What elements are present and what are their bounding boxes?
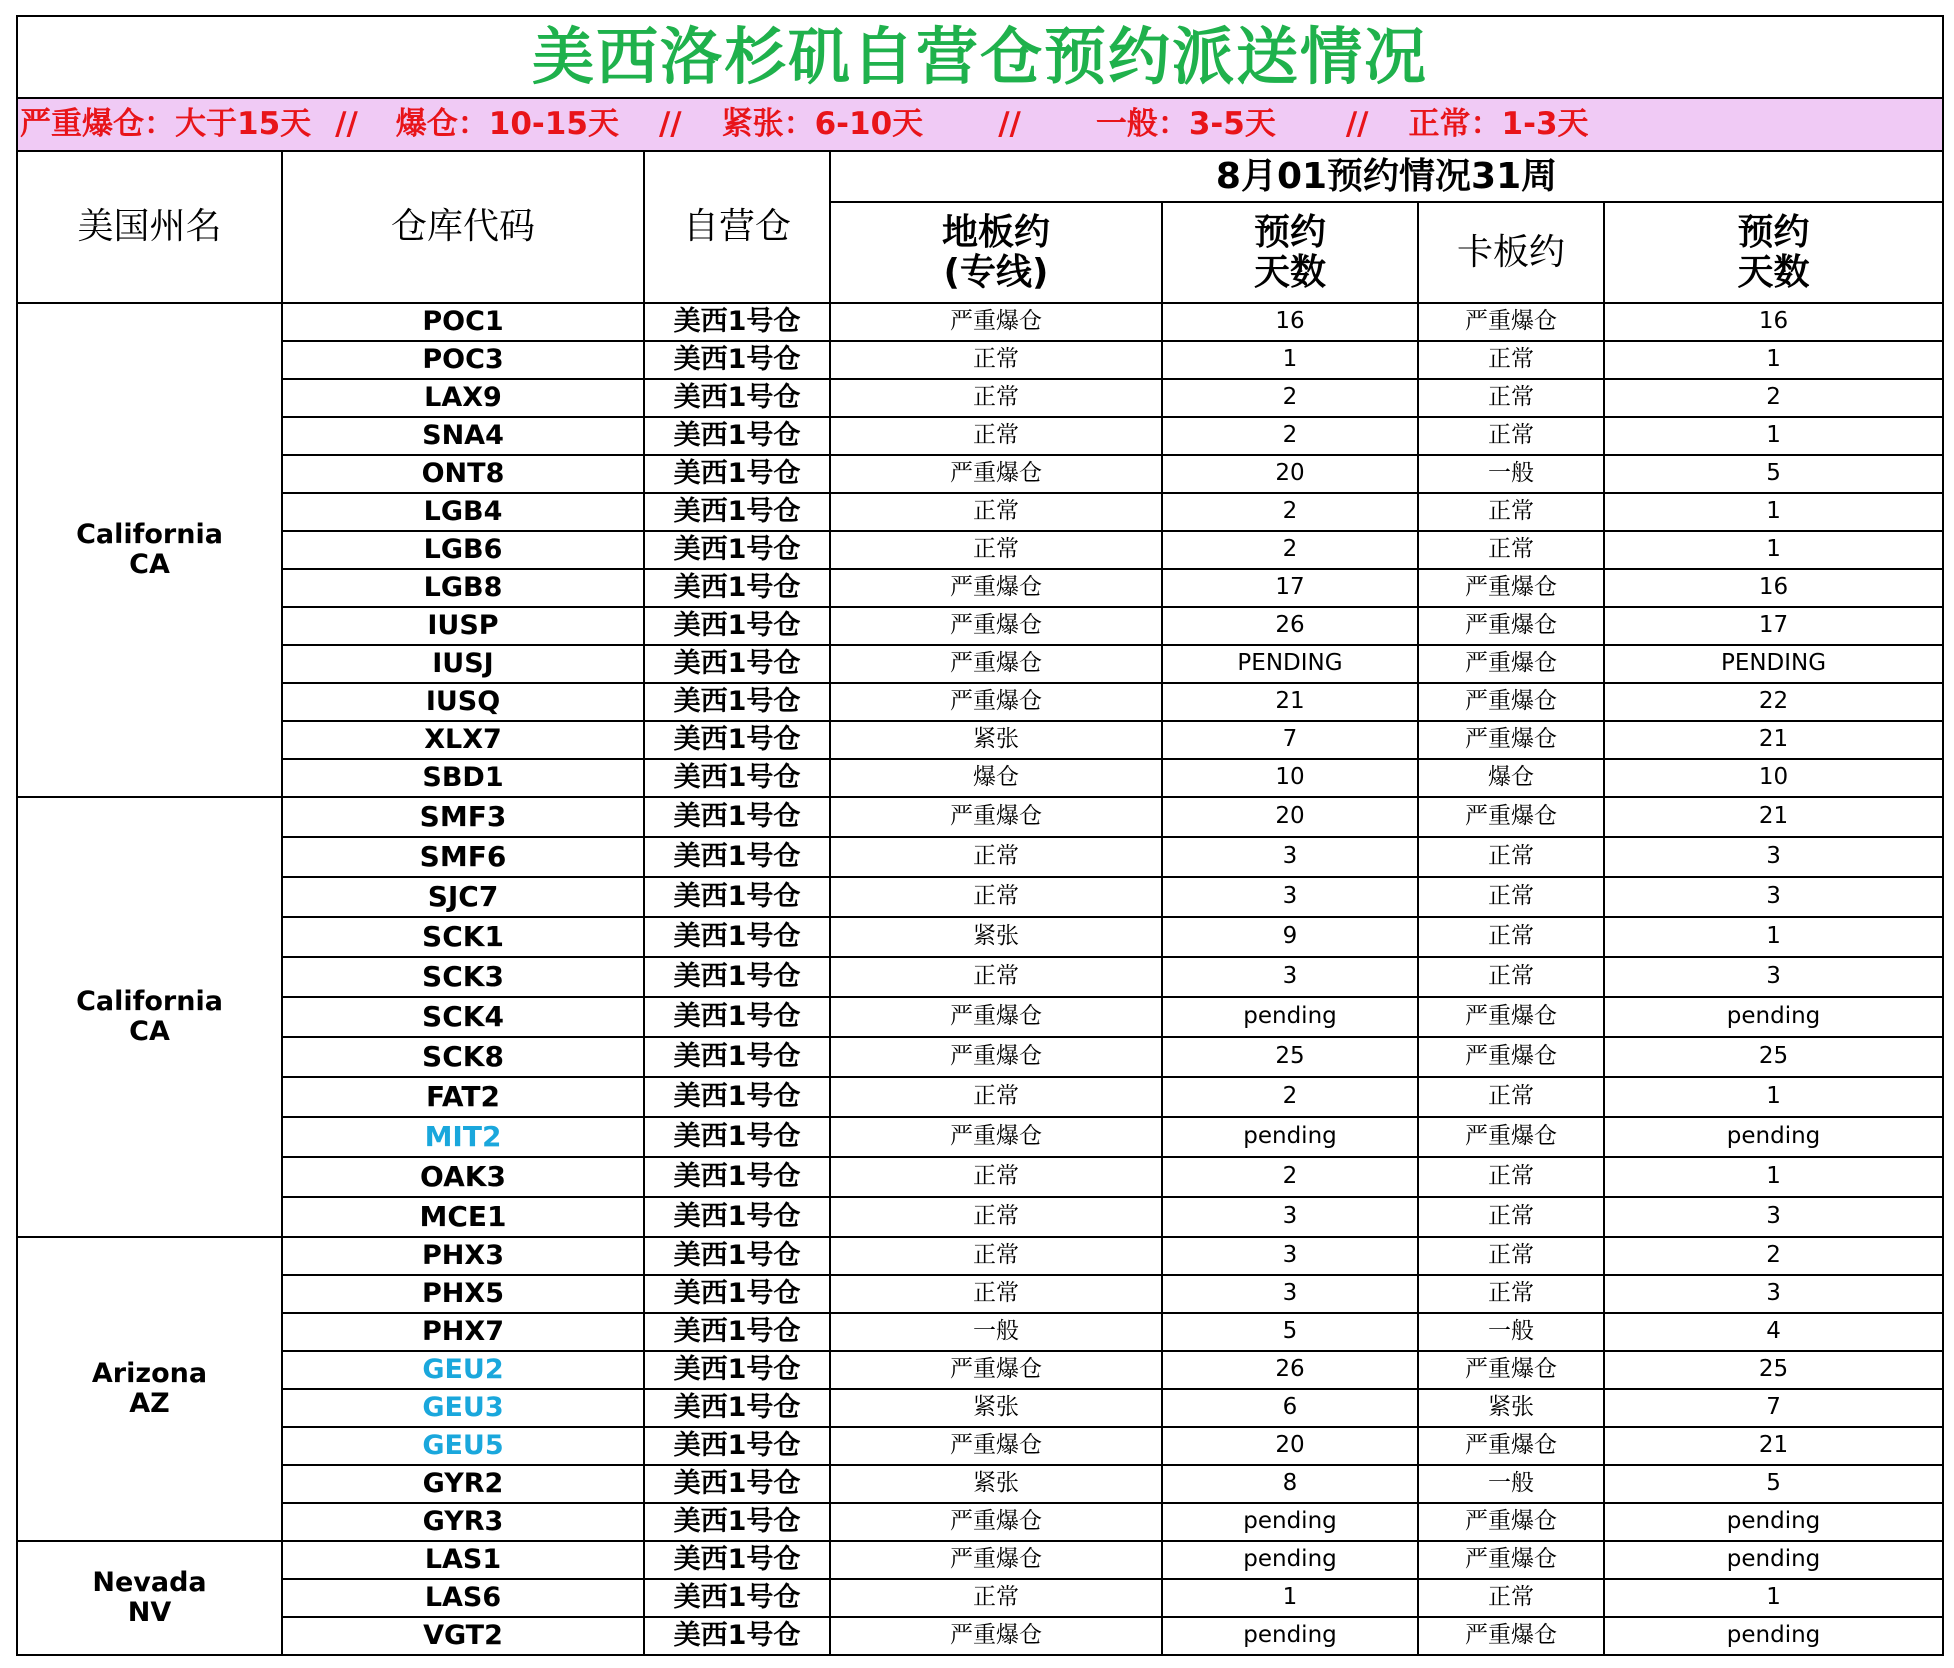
floor-status-cell[interactable]: 严重爆仓 <box>830 607 1162 645</box>
floor-status-cell[interactable]: 严重爆仓 <box>830 1503 1162 1541</box>
floor-status-cell[interactable]: 严重爆仓 <box>830 1541 1162 1579</box>
table-row <box>17 1275 1943 1313</box>
floor-days-cell[interactable]: 8 <box>1162 1465 1418 1503</box>
floor-days-cell[interactable]: PENDING <box>1162 645 1418 683</box>
floor-days-cell[interactable]: 1 <box>1162 1579 1418 1617</box>
pallet-days-cell[interactable]: pending <box>1604 1617 1943 1655</box>
state-abbr: CA <box>129 1016 170 1047</box>
floor-days-cell[interactable]: 2 <box>1162 417 1418 455</box>
warehouse-cell[interactable]: 美西1号仓 <box>644 379 830 417</box>
floor-status-cell[interactable]: 正常 <box>830 1275 1162 1313</box>
header-floor-line2: (专线) <box>943 251 1049 293</box>
legend-item: 爆仓：10-15天 <box>395 106 619 143</box>
floor-status-cell[interactable]: 正常 <box>830 1237 1162 1275</box>
warehouse-code-cell[interactable]: SCK8 <box>282 1037 644 1077</box>
floor-status-cell[interactable]: 严重爆仓 <box>830 645 1162 683</box>
pallet-status-cell[interactable]: 一般 <box>1418 1465 1604 1503</box>
pallet-days-cell[interactable]: 1 <box>1604 417 1943 455</box>
warehouse-cell[interactable]: 美西1号仓 <box>644 1617 830 1655</box>
state-cell[interactable] <box>17 303 282 797</box>
floor-days-cell[interactable]: 2 <box>1162 379 1418 417</box>
warehouse-cell[interactable]: 美西1号仓 <box>644 877 830 917</box>
floor-status-cell[interactable]: 正常 <box>830 1077 1162 1117</box>
pallet-days-cell[interactable]: 16 <box>1604 569 1943 607</box>
table-row <box>17 957 1943 997</box>
floor-status-cell[interactable]: 正常 <box>830 837 1162 877</box>
pallet-days-cell[interactable]: 1 <box>1604 341 1943 379</box>
pallet-status-cell[interactable]: 正常 <box>1418 1077 1604 1117</box>
pallet-days-cell[interactable]: 25 <box>1604 1351 1943 1389</box>
floor-days-cell[interactable]: 20 <box>1162 455 1418 493</box>
pallet-days-cell[interactable]: 21 <box>1604 797 1943 837</box>
pallet-status-cell[interactable]: 严重爆仓 <box>1418 1351 1604 1389</box>
floor-status-cell[interactable]: 严重爆仓 <box>830 997 1162 1037</box>
floor-days-cell[interactable]: 25 <box>1162 1037 1418 1077</box>
header-warehouse[interactable]: 自营仓 <box>644 151 830 303</box>
warehouse-code-cell[interactable]: LAS6 <box>282 1579 644 1617</box>
pallet-status-cell[interactable]: 正常 <box>1418 1275 1604 1313</box>
warehouse-cell[interactable]: 美西1号仓 <box>644 957 830 997</box>
pallet-days-cell[interactable]: 1 <box>1604 531 1943 569</box>
warehouse-code-cell[interactable]: XLX7 <box>282 721 644 759</box>
header-days-pallet[interactable] <box>1604 202 1943 303</box>
floor-status-cell[interactable]: 严重爆仓 <box>830 797 1162 837</box>
pallet-days-cell[interactable]: 17 <box>1604 607 1943 645</box>
state-abbr: CA <box>129 549 170 580</box>
state-name: Arizona <box>91 1358 208 1390</box>
table-row <box>17 797 1943 837</box>
floor-status-cell[interactable]: 正常 <box>830 1579 1162 1617</box>
warehouse-cell[interactable]: 美西1号仓 <box>644 493 830 531</box>
warehouse-code-cell[interactable]: IUSJ <box>282 645 644 683</box>
legend-item: 正常：1-3天 <box>1408 106 1589 143</box>
table-row <box>17 759 1943 797</box>
warehouse-cell[interactable]: 美西1号仓 <box>644 607 830 645</box>
floor-status-cell[interactable]: 紧张 <box>830 1465 1162 1503</box>
floor-status-cell[interactable]: 严重爆仓 <box>830 1351 1162 1389</box>
pallet-status-cell[interactable]: 严重爆仓 <box>1418 721 1604 759</box>
warehouse-cell[interactable]: 美西1号仓 <box>644 455 830 493</box>
warehouse-cell[interactable]: 美西1号仓 <box>644 997 830 1037</box>
warehouse-cell[interactable]: 美西1号仓 <box>644 569 830 607</box>
warehouse-code-cell[interactable]: SNA4 <box>282 417 644 455</box>
table-row <box>17 1389 1943 1427</box>
warehouse-code-cell[interactable]: PHX5 <box>282 1275 644 1313</box>
table-row <box>17 1197 1943 1237</box>
floor-days-cell[interactable]: 6 <box>1162 1389 1418 1427</box>
table-row <box>17 607 1943 645</box>
warehouse-cell[interactable]: 美西1号仓 <box>644 645 830 683</box>
legend-separator: // <box>658 106 682 143</box>
floor-status-cell[interactable]: 严重爆仓 <box>830 1617 1162 1655</box>
pallet-days-cell[interactable]: 21 <box>1604 721 1943 759</box>
floor-days-cell[interactable]: 20 <box>1162 1427 1418 1465</box>
legend-separator: // <box>998 106 1021 143</box>
pallet-status-cell[interactable]: 正常 <box>1418 917 1604 957</box>
header-days-floor-line2: 天数 <box>1253 251 1326 293</box>
pallet-days-cell[interactable]: 5 <box>1604 455 1943 493</box>
floor-days-cell[interactable]: 3 <box>1162 1197 1418 1237</box>
floor-status-cell[interactable]: 严重爆仓 <box>830 303 1162 341</box>
pallet-status-cell[interactable]: 正常 <box>1418 531 1604 569</box>
warehouse-cell[interactable]: 美西1号仓 <box>644 1503 830 1541</box>
pallet-status-cell[interactable]: 爆仓 <box>1418 759 1604 797</box>
floor-days-cell[interactable]: 9 <box>1162 917 1418 957</box>
floor-days-cell[interactable]: 2 <box>1162 1077 1418 1117</box>
pallet-status-cell[interactable]: 严重爆仓 <box>1418 797 1604 837</box>
pallet-days-cell[interactable]: 3 <box>1604 957 1943 997</box>
pallet-status-cell[interactable]: 严重爆仓 <box>1418 569 1604 607</box>
header-code[interactable]: 仓库代码 <box>282 151 644 303</box>
warehouse-code-cell[interactable]: GEU3 <box>282 1389 644 1427</box>
warehouse-cell[interactable]: 美西1号仓 <box>644 1541 830 1579</box>
pallet-status-cell[interactable]: 严重爆仓 <box>1418 1037 1604 1077</box>
warehouse-code-cell[interactable]: SCK3 <box>282 957 644 997</box>
header-pallet[interactable]: 卡板约 <box>1418 202 1604 303</box>
table-row <box>17 1465 1943 1503</box>
floor-status-cell[interactable]: 紧张 <box>830 917 1162 957</box>
floor-days-cell[interactable]: pending <box>1162 1541 1418 1579</box>
table-row <box>17 1541 1943 1579</box>
floor-days-cell[interactable]: 1 <box>1162 341 1418 379</box>
pallet-status-cell[interactable]: 严重爆仓 <box>1418 607 1604 645</box>
floor-status-cell[interactable]: 一般 <box>830 1313 1162 1351</box>
warehouse-code-cell[interactable]: PHX7 <box>282 1313 644 1351</box>
pallet-status-cell[interactable]: 严重爆仓 <box>1418 1117 1604 1157</box>
table-row <box>17 379 1943 417</box>
pallet-days-cell[interactable]: pending <box>1604 1503 1943 1541</box>
pallet-days-cell[interactable]: 3 <box>1604 877 1943 917</box>
warehouse-code-cell[interactable]: GEU2 <box>282 1351 644 1389</box>
legend-separator: // <box>335 106 358 143</box>
floor-days-cell[interactable]: 3 <box>1162 837 1418 877</box>
table-row <box>17 1427 1943 1465</box>
warehouse-cell[interactable]: 美西1号仓 <box>644 417 830 455</box>
state-abbr: NV <box>127 1597 172 1628</box>
table-row <box>17 493 1943 531</box>
pallet-status-cell[interactable]: 严重爆仓 <box>1418 1617 1604 1655</box>
floor-days-cell[interactable]: 3 <box>1162 957 1418 997</box>
floor-status-cell[interactable]: 爆仓 <box>830 759 1162 797</box>
warehouse-code-cell[interactable]: LGB6 <box>282 531 644 569</box>
warehouse-code-cell[interactable]: LAS1 <box>282 1541 644 1579</box>
warehouse-code-cell[interactable]: OAK3 <box>282 1157 644 1197</box>
pallet-days-cell[interactable]: 3 <box>1604 837 1943 877</box>
pallet-status-cell[interactable]: 紧张 <box>1418 1389 1604 1427</box>
floor-days-cell[interactable]: pending <box>1162 1617 1418 1655</box>
header-days-pallet-line1: 预约 <box>1737 211 1810 253</box>
warehouse-code-cell[interactable]: MIT2 <box>282 1117 644 1157</box>
pallet-days-cell[interactable]: 25 <box>1604 1037 1943 1077</box>
pallet-status-cell[interactable]: 正常 <box>1418 1157 1604 1197</box>
pallet-days-cell[interactable]: 22 <box>1604 683 1943 721</box>
state-cell[interactable] <box>17 1541 282 1655</box>
state-name: California <box>76 519 223 551</box>
floor-days-cell[interactable]: 2 <box>1162 1157 1418 1197</box>
floor-days-cell[interactable]: 20 <box>1162 797 1418 837</box>
warehouse-code-cell[interactable]: SMF6 <box>282 837 644 877</box>
warehouse-code-cell[interactable]: FAT2 <box>282 1077 644 1117</box>
pallet-status-cell[interactable]: 严重爆仓 <box>1418 303 1604 341</box>
sheet-title[interactable]: 美西洛杉矶自营仓预约派送情况 <box>17 16 1943 98</box>
floor-days-cell[interactable]: 10 <box>1162 759 1418 797</box>
floor-status-cell[interactable]: 正常 <box>830 957 1162 997</box>
warehouse-code-cell[interactable]: GYR2 <box>282 1465 644 1503</box>
pallet-status-cell[interactable]: 正常 <box>1418 341 1604 379</box>
table-row <box>17 837 1943 877</box>
pallet-days-cell[interactable]: 1 <box>1604 1157 1943 1197</box>
pallet-status-cell[interactable]: 正常 <box>1418 417 1604 455</box>
state-name: Nevada <box>92 1567 207 1599</box>
floor-status-cell[interactable]: 正常 <box>830 379 1162 417</box>
pallet-days-cell[interactable]: 1 <box>1604 493 1943 531</box>
warehouse-cell[interactable]: 美西1号仓 <box>644 683 830 721</box>
warehouse-code-cell[interactable]: GEU5 <box>282 1427 644 1465</box>
floor-status-cell[interactable]: 正常 <box>830 1157 1162 1197</box>
warehouse-cell[interactable]: 美西1号仓 <box>644 303 830 341</box>
floor-days-cell[interactable]: 3 <box>1162 877 1418 917</box>
warehouse-code-cell[interactable]: SCK1 <box>282 917 644 957</box>
floor-days-cell[interactable]: 26 <box>1162 1351 1418 1389</box>
warehouse-cell[interactable]: 美西1号仓 <box>644 1427 830 1465</box>
header-days-floor[interactable] <box>1162 202 1418 303</box>
pallet-days-cell[interactable]: 2 <box>1604 379 1943 417</box>
floor-days-cell[interactable]: pending <box>1162 1117 1418 1157</box>
warehouse-cell[interactable]: 美西1号仓 <box>644 1237 830 1275</box>
warehouse-cell[interactable]: 美西1号仓 <box>644 917 830 957</box>
table-row <box>17 1351 1943 1389</box>
warehouse-code-cell[interactable]: SBD1 <box>282 759 644 797</box>
warehouse-code-cell[interactable]: LGB8 <box>282 569 644 607</box>
pallet-status-cell[interactable]: 正常 <box>1418 1579 1604 1617</box>
warehouse-cell[interactable]: 美西1号仓 <box>644 721 830 759</box>
pallet-status-cell[interactable]: 正常 <box>1418 957 1604 997</box>
floor-days-cell[interactable]: pending <box>1162 1503 1418 1541</box>
floor-status-cell[interactable]: 正常 <box>830 341 1162 379</box>
warehouse-code-cell[interactable]: SCK4 <box>282 997 644 1037</box>
table-row <box>17 997 1943 1037</box>
floor-status-cell[interactable]: 正常 <box>830 877 1162 917</box>
warehouse-cell[interactable]: 美西1号仓 <box>644 797 830 837</box>
warehouse-code-cell[interactable]: VGT2 <box>282 1617 644 1655</box>
floor-days-cell[interactable]: 26 <box>1162 607 1418 645</box>
warehouse-code-cell[interactable]: MCE1 <box>282 1197 644 1237</box>
floor-days-cell[interactable]: 21 <box>1162 683 1418 721</box>
table-row <box>17 303 1943 341</box>
table-row <box>17 683 1943 721</box>
pallet-status-cell[interactable]: 正常 <box>1418 1197 1604 1237</box>
warehouse-cell[interactable]: 美西1号仓 <box>644 759 830 797</box>
floor-days-cell[interactable]: 3 <box>1162 1237 1418 1275</box>
warehouse-cell[interactable]: 美西1号仓 <box>644 1275 830 1313</box>
floor-days-cell[interactable]: 16 <box>1162 303 1418 341</box>
warehouse-cell[interactable]: 美西1号仓 <box>644 1579 830 1617</box>
floor-days-cell[interactable]: 5 <box>1162 1313 1418 1351</box>
warehouse-cell[interactable]: 美西1号仓 <box>644 1077 830 1117</box>
pallet-status-cell[interactable]: 严重爆仓 <box>1418 1541 1604 1579</box>
warehouse-code-cell[interactable]: SJC7 <box>282 877 644 917</box>
table-row <box>17 1157 1943 1197</box>
legend-row[interactable] <box>17 98 1943 151</box>
warehouse-code-cell[interactable]: IUSQ <box>282 683 644 721</box>
pallet-status-cell[interactable]: 严重爆仓 <box>1418 997 1604 1037</box>
floor-days-cell[interactable]: 2 <box>1162 493 1418 531</box>
table-row <box>17 1503 1943 1541</box>
pallet-status-cell[interactable]: 一般 <box>1418 455 1604 493</box>
floor-status-cell[interactable]: 严重爆仓 <box>830 569 1162 607</box>
spreadsheet <box>16 15 1942 1655</box>
table-row <box>17 455 1943 493</box>
warehouse-cell[interactable]: 美西1号仓 <box>644 531 830 569</box>
legend-item: 紧张：6-10天 <box>721 106 924 143</box>
legend-separator: // <box>1345 106 1369 143</box>
floor-days-cell[interactable]: 7 <box>1162 721 1418 759</box>
header-state[interactable]: 美国州名 <box>17 151 282 303</box>
legend-item: 严重爆仓：大于15天 <box>20 106 312 143</box>
table-row <box>17 721 1943 759</box>
pallet-days-cell[interactable]: 10 <box>1604 759 1943 797</box>
floor-days-cell[interactable]: 3 <box>1162 1275 1418 1313</box>
floor-days-cell[interactable]: 2 <box>1162 531 1418 569</box>
floor-status-cell[interactable]: 紧张 <box>830 721 1162 759</box>
pallet-status-cell[interactable]: 严重爆仓 <box>1418 645 1604 683</box>
warehouse-cell[interactable]: 美西1号仓 <box>644 1157 830 1197</box>
warehouse-code-cell[interactable]: PHX3 <box>282 1237 644 1275</box>
pallet-status-cell[interactable]: 正常 <box>1418 493 1604 531</box>
pallet-status-cell[interactable]: 正常 <box>1418 877 1604 917</box>
floor-status-cell[interactable]: 正常 <box>830 493 1162 531</box>
pallet-status-cell[interactable]: 正常 <box>1418 837 1604 877</box>
warehouse-code-cell[interactable]: ONT8 <box>282 455 644 493</box>
warehouse-cell[interactable]: 美西1号仓 <box>644 341 830 379</box>
header-days-floor-line1: 预约 <box>1253 211 1326 253</box>
pallet-days-cell[interactable]: 2 <box>1604 1237 1943 1275</box>
warehouse-code-cell[interactable]: LGB4 <box>282 493 644 531</box>
pallet-days-cell[interactable]: 16 <box>1604 303 1943 341</box>
warehouse-code-cell[interactable]: LAX9 <box>282 379 644 417</box>
header-floor-line1: 地板约 <box>941 211 1050 253</box>
state-cell[interactable] <box>17 797 282 1237</box>
pallet-days-cell[interactable]: 7 <box>1604 1389 1943 1427</box>
pallet-days-cell[interactable]: pending <box>1604 1117 1943 1157</box>
warehouse-code-cell[interactable]: GYR3 <box>282 1503 644 1541</box>
floor-days-cell[interactable]: pending <box>1162 997 1418 1037</box>
warehouse-cell[interactable]: 美西1号仓 <box>644 1389 830 1427</box>
appointment-table <box>16 15 1944 1656</box>
pallet-days-cell[interactable]: 3 <box>1604 1275 1943 1313</box>
header-floor[interactable] <box>830 202 1162 303</box>
table-row <box>17 1117 1943 1157</box>
floor-status-cell[interactable]: 正常 <box>830 417 1162 455</box>
pallet-status-cell[interactable]: 正常 <box>1418 1237 1604 1275</box>
legend-item: 一般：3-5天 <box>1095 106 1276 143</box>
floor-days-cell[interactable]: 17 <box>1162 569 1418 607</box>
pallet-days-cell[interactable]: pending <box>1604 997 1943 1037</box>
warehouse-cell[interactable]: 美西1号仓 <box>644 1197 830 1237</box>
table-row <box>17 1579 1943 1617</box>
table-row <box>17 1313 1943 1351</box>
header-week[interactable]: 8月01预约情况31周 <box>830 151 1943 202</box>
pallet-days-cell[interactable]: pending <box>1604 1541 1943 1579</box>
floor-status-cell[interactable]: 严重爆仓 <box>830 683 1162 721</box>
pallet-status-cell[interactable]: 一般 <box>1418 1313 1604 1351</box>
table-row <box>17 1077 1943 1117</box>
floor-status-cell[interactable]: 严重爆仓 <box>830 1117 1162 1157</box>
floor-status-cell[interactable]: 紧张 <box>830 1389 1162 1427</box>
floor-status-cell[interactable]: 严重爆仓 <box>830 1427 1162 1465</box>
table-row <box>17 645 1943 683</box>
table-row <box>17 1617 1943 1655</box>
state-cell[interactable] <box>17 1237 282 1541</box>
table-row <box>17 877 1943 917</box>
table-row <box>17 1237 1943 1275</box>
warehouse-code-cell[interactable]: SMF3 <box>282 797 644 837</box>
pallet-status-cell[interactable]: 严重爆仓 <box>1418 1427 1604 1465</box>
warehouse-code-cell[interactable]: POC3 <box>282 341 644 379</box>
table-row <box>17 341 1943 379</box>
warehouse-cell[interactable]: 美西1号仓 <box>644 837 830 877</box>
table-row <box>17 917 1943 957</box>
warehouse-cell[interactable]: 美西1号仓 <box>644 1313 830 1351</box>
header-days-pallet-line2: 天数 <box>1737 251 1810 293</box>
pallet-days-cell[interactable]: 1 <box>1604 917 1943 957</box>
pallet-days-cell[interactable]: 3 <box>1604 1197 1943 1237</box>
pallet-days-cell[interactable]: 1 <box>1604 1077 1943 1117</box>
pallet-days-cell[interactable]: 1 <box>1604 1579 1943 1617</box>
warehouse-cell[interactable]: 美西1号仓 <box>644 1465 830 1503</box>
pallet-days-cell[interactable]: PENDING <box>1604 645 1943 683</box>
warehouse-cell[interactable]: 美西1号仓 <box>644 1117 830 1157</box>
table-row <box>17 417 1943 455</box>
warehouse-code-cell[interactable]: POC1 <box>282 303 644 341</box>
floor-status-cell[interactable]: 正常 <box>830 531 1162 569</box>
pallet-days-cell[interactable]: 21 <box>1604 1427 1943 1465</box>
warehouse-cell[interactable]: 美西1号仓 <box>644 1037 830 1077</box>
table-row <box>17 569 1943 607</box>
pallet-days-cell[interactable]: 5 <box>1604 1465 1943 1503</box>
warehouse-code-cell[interactable]: IUSP <box>282 607 644 645</box>
table-row <box>17 531 1943 569</box>
table-row <box>17 1037 1943 1077</box>
pallet-status-cell[interactable]: 严重爆仓 <box>1418 1503 1604 1541</box>
pallet-days-cell[interactable]: 4 <box>1604 1313 1943 1351</box>
state-name: California <box>76 986 223 1018</box>
floor-status-cell[interactable]: 严重爆仓 <box>830 455 1162 493</box>
warehouse-cell[interactable]: 美西1号仓 <box>644 1351 830 1389</box>
pallet-status-cell[interactable]: 严重爆仓 <box>1418 683 1604 721</box>
state-abbr: AZ <box>129 1388 170 1419</box>
floor-status-cell[interactable]: 正常 <box>830 1197 1162 1237</box>
floor-status-cell[interactable]: 严重爆仓 <box>830 1037 1162 1077</box>
pallet-status-cell[interactable]: 正常 <box>1418 379 1604 417</box>
